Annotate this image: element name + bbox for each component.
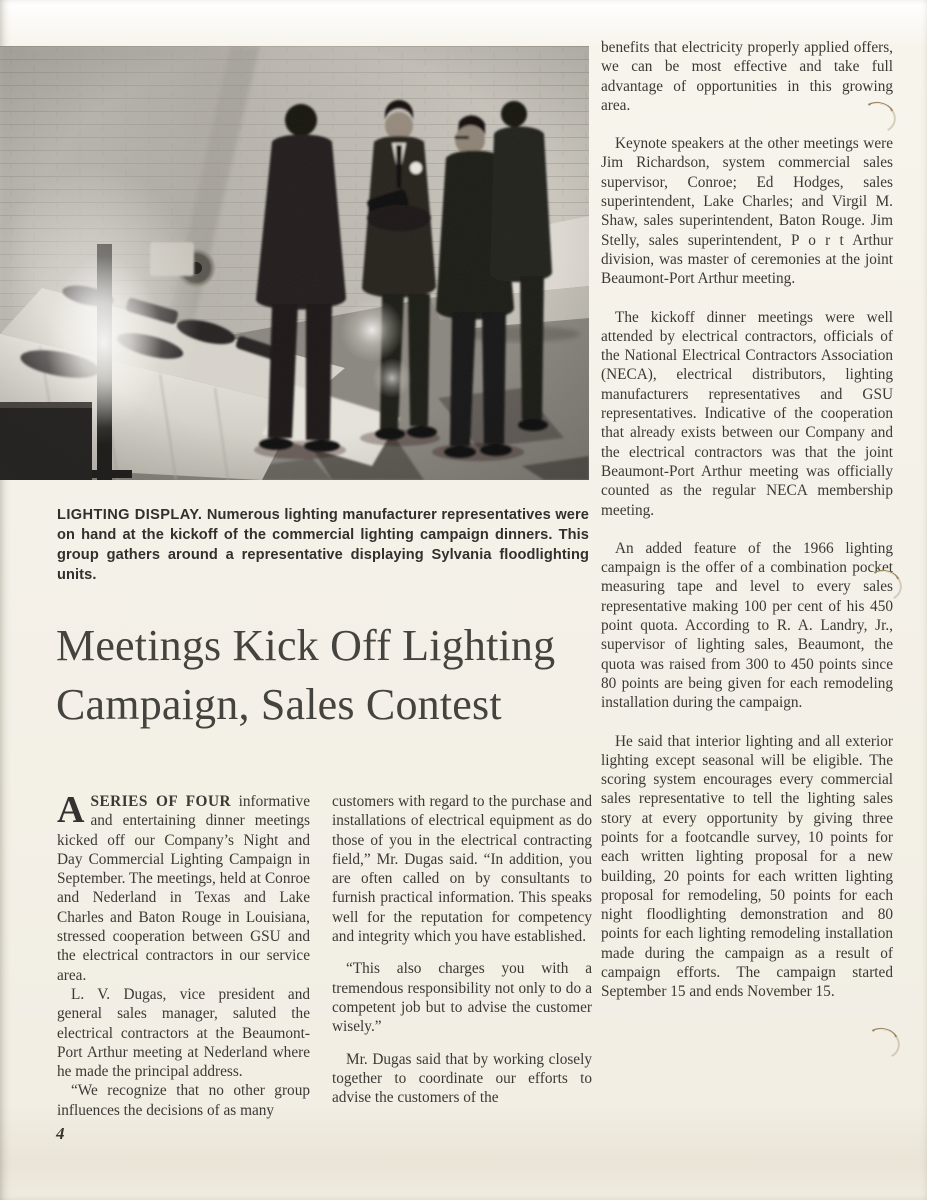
kickoff-meeting-photo <box>0 46 589 480</box>
page-number: 4 <box>56 1124 65 1143</box>
article-headline <box>56 616 676 734</box>
paragraph-text: informative and entertaining dinner meetings kicked off our Company’s Night and Day Commercial Lighting Campaign in September. The meetings, held at Conroe and Nederland in Texas and Lake Charles and Baton Rouge in Louisiana, stressed cooperation between GSU and the electrical contractors in our service area. <box>57 793 310 984</box>
paragraph: “This also charges you with a tremendous responsibility not only to do a competent job but to advise the customer wisely.” <box>332 960 592 1036</box>
article-column-right <box>601 38 893 1021</box>
paragraph <box>57 789 310 985</box>
paragraph: Mr. Dugas said that by working closely together to coordinate our efforts to advise the customers of the <box>332 1050 592 1107</box>
lead-in: SERIES OF FOUR <box>90 793 232 810</box>
article-column-left <box>57 789 310 1120</box>
paragraph: L. V. Dugas, vice president and general sales manager, saluted the electrical contractors at the Beaumont-Port Arthur meeting at Nederland where he made the principal address. <box>57 985 310 1081</box>
headline-line-1: Meetings Kick Off Lighting <box>56 621 556 670</box>
paragraph: benefits that electricity properly applied offers, we can be most effective and take full advantage of opportunities in this growing area. <box>601 39 893 114</box>
paragraph: An added feature of the 1966 lighting campaign is the offer of a combination pocket measuring tape and level to every sales representative making 100 per cent of his 450 point quota. According to R. A. Landry, Jr., supervisor of lighting sales, Beaumont, the quota was raised from 300 to 450 points since 80 points are being given for each remodeling installation during the campaign. <box>601 539 893 712</box>
binder-hole-mark <box>861 1024 903 1063</box>
photo-caption <box>57 505 589 585</box>
paragraph: He said that interior lighting and all exterior lighting except seasonal will be eligible. The scoring system encourages every commercial sales representative to tell the lighting sales story at every opportunity by giving three points for a footcandle survey, 10 points for each written lighting proposal for a new building, 20 points for each written lighting proposal for remodeling, 50 points for each night floodlighting demonstration and 80 points for each lighting remodeling installation made during the campaign as a result of campaign efforts. The campaign started September 15 and ends November 15. <box>601 732 893 1001</box>
photo-caption-lead: LIGHTING DISPLAY. <box>57 506 203 523</box>
paragraph: “We recognize that no other group influences the decisions of as many <box>57 1082 310 1119</box>
headline-line-2: Campaign, Sales Contest <box>56 680 502 729</box>
article-column-middle <box>332 792 592 1120</box>
article-body-columns <box>57 789 592 1120</box>
drop-cap: A <box>57 789 85 831</box>
photo-caption-text: Numerous lighting manufacturer representatives were on hand at the kickoff of the commercial lighting campaign dinners. This group gathers around a representative displaying Sylvania floodlighting units. <box>57 506 590 583</box>
photo-vignette <box>0 46 589 480</box>
paragraph: Keynote speakers at the other meetings were Jim Richardson, system commercial sales supervisor, Conroe; Ed Hodges, sales superintendent, Lake Charles; and Virgil M. Shaw, sales superintendent, Baton Rouge. Jim Stelly, sales superintendent, P o r t Arthur division, was master of ceremonies at the joint Beaumont-Port Arthur meeting. <box>601 135 893 288</box>
paragraph: customers with regard to the purchase and installations of electrical equipment as do those of you in the electrical contracting field,” Mr. Dugas said. “In addition, you are often called on by consultants to furnish practical information. This speaks well for the reputation for competency and integrity which you have established. <box>332 793 592 946</box>
paragraph: The kickoff dinner meetings were well attended by electrical contractors, officials of the National Electrical Contractors Association (NECA), electrical distributors, lighting manufacturers representatives and GSU representatives. Indicative of the cooperation that already exists between our Company and the electrical contractors was that the joint Beaumont-Port Arthur meeting was officially counted as the regular NECA membership meeting. <box>601 308 893 519</box>
